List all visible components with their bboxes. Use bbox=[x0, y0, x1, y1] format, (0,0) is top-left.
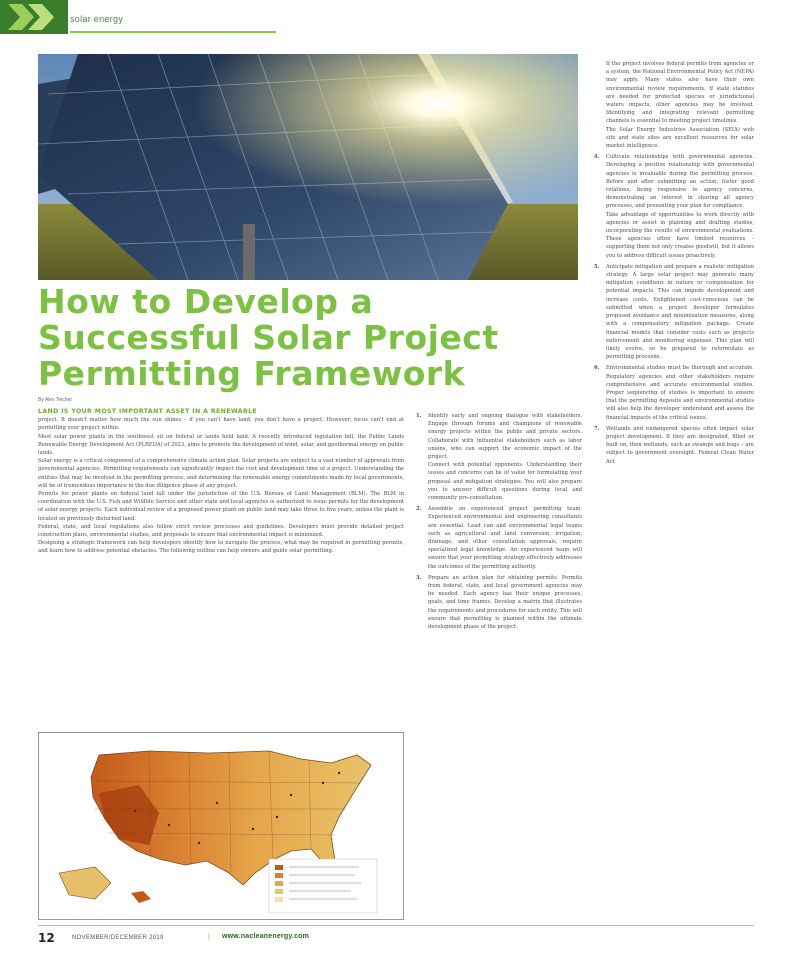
list-number: 6. bbox=[594, 365, 600, 372]
article-column-2 bbox=[416, 412, 582, 912]
section-rule bbox=[70, 31, 276, 33]
paragraph: Environmental studies must be thorough and accurate. Regulatory agencies and other stakeholders require comprehensive and accurate environmental studies. Proper sequencing of studies is important to ensure that the permitting deposits and environmental studies will also help the developer understand and assess the financial impacts of the critical issues. bbox=[606, 365, 754, 421]
byline: By Alex Teicher bbox=[38, 397, 73, 403]
paragraph: Identify early and ongoing dialogue with stakeholders. Engage through forums and champions of renewable energy projects within the public and private sectors. Collaborate with influential stakeholders such as labor unions, who can support the economic impact of the project. bbox=[428, 413, 582, 461]
hero-solar-panels-image bbox=[38, 54, 578, 280]
article-column-1 bbox=[38, 408, 404, 732]
issue-date: NOVEMBER/DECEMBER 2019 bbox=[72, 935, 164, 941]
section-label: solar energy bbox=[70, 14, 124, 24]
list-item bbox=[416, 412, 582, 502]
paragraph: project. It doesn't matter how much the sun shines – if you can't have land, you don't have a project. However, focus can't end at permitting your project within. bbox=[38, 417, 404, 432]
list-item bbox=[416, 505, 582, 571]
paragraph: Solar energy is a critical component of a comprehensive climate action plan. Solar projects are subject to a vast number of approvals from governmental agencies. Permitting requirements can significantly impact the cost and development time of a project. Understanding the entities that may be involved in the permitting process, and determining the renewable energy commitments made by local governments, will be of tremendous importance in the due diligence phase of any project. bbox=[38, 458, 404, 489]
paragraph: Wetlands and endangered species often impact solar project development. If they are designated, filled or built on, then wetlands, such as swamps and bogs – are subject to government oversight. Federal Clean Water Act bbox=[606, 425, 754, 465]
list-item bbox=[594, 60, 754, 150]
title-line: Permitting Framework bbox=[38, 354, 466, 393]
solar-resource-map-figure bbox=[38, 732, 404, 920]
list-item bbox=[594, 263, 754, 361]
paragraph: Federal, state, and local regulations also follow strict review processes and guidelines. Developers must provide detailed project construction plans, environmental studies, and proposals to ensure that environmental impact is minimized. bbox=[38, 523, 404, 539]
paragraph: Anticipate mitigation and prepare a realistic mitigation strategy. A large solar project may generate many mitigation conditions in nature or compensation for potential impacts. This can impede development and increase costs. Enlightened cost-conscious can be submitted when a project developer formulates proposed avoidance and minimization measures, along with a compensatory mitigation package. Create financial models that consider costs such as projects enforcement and monitoring expenses. This plan will likely evolve, so be prepared to reformulate as permitting proceeds. bbox=[606, 263, 754, 361]
list-number: 2. bbox=[416, 506, 422, 513]
list-number: 3. bbox=[416, 574, 422, 581]
list-item bbox=[594, 425, 754, 466]
list-number: 7. bbox=[594, 425, 600, 432]
page-number: 12 bbox=[38, 931, 55, 945]
list-item bbox=[594, 153, 754, 260]
title-line: How to Develop a bbox=[38, 282, 374, 321]
paragraph: Designing a strategic framework can help developers identify how to navigate the process, what may be required in permitting permits, and learn how to address potential obstacles. The following outline can help owners and guide solar permitting. bbox=[38, 540, 404, 555]
list-number: 4. bbox=[594, 154, 600, 161]
footer-separator: | bbox=[208, 934, 210, 941]
article-column-3 bbox=[594, 60, 754, 918]
paragraph: Permits for power plants on federal land fall under the jurisdiction of the U.S. Bureau of Land Management (BLM). The BLM in coordination with the U.S. Fish and Wildlife Service and other state and local agencies is authorized to issue permits for the development of solar energy projects. Each individual review of a proposed power plant on public land may take three to five years, unless the plant is located on previously disturbed land. bbox=[38, 491, 404, 522]
website-link[interactable]: www.nacleanenergy.com bbox=[222, 933, 310, 940]
list-number: 1. bbox=[416, 413, 422, 419]
paragraph: The Solar Energy Industries Association (SEIA) web site and state sites are excellent resources for solar market intelligence. bbox=[606, 126, 754, 150]
list-item bbox=[594, 364, 754, 421]
paragraph: If the project involves federal permits from agencies or a system, the National Environmental Policy Act (NEPA) may apply. Many states also have their own environmental review requirements. If state statutes are needed for protected species or jurisdictional waters impacts, other agencies may be involved. Identifying and integrating relevant permitting channels is essential to meeting project timelines. bbox=[606, 61, 754, 125]
paragraph: Cultivate relationships with governmental agencies. Developing a positive relationship with governmental agencies is invaluable during the permitting process. Before and after submitting an action, foster good relations, being responsive to agency concerns, demonstrating an interest in sharing all agency processes, and presenting your plan for compliance. bbox=[606, 154, 754, 210]
list-number: 5. bbox=[594, 263, 600, 270]
article-title bbox=[38, 284, 578, 392]
paragraph: Take advantage of opportunities to work directly with agencies or assist in planning and drafting studies, incorporating the results of environmental evaluations. These agencies often have limited resources – supporting them not only creates goodwill, but it allows you to address difficult issues proactively. bbox=[606, 211, 754, 259]
title-line: Successful Solar Project bbox=[38, 318, 499, 357]
list-item bbox=[416, 574, 582, 631]
double-chevron-right-icon bbox=[0, 0, 68, 34]
us-solar-map bbox=[39, 733, 404, 920]
section-chevron-banner bbox=[0, 0, 68, 34]
footer-rule bbox=[38, 925, 754, 926]
lede: LAND IS YOUR MOST IMPORTANT ASSET IN A RENEWABLE bbox=[38, 408, 258, 415]
paragraph: Assemble an experienced project permitting team. Experienced environmental and engineering consultants are essential. Lead can and environmental legal teams such as agricultural and land conversion, irrigation, drainage, and other consultation approvals, require specialized legal knowledge. An experienced team will ensure that your permitting strategy effectively addresses the outcomes of the permitting authority. bbox=[428, 506, 582, 570]
paragraph: Prepare an action plan for obtaining permits. Permits from federal, state, and local government agencies may be needed. Each agency has their unique processes, goals, and time frames. Develop a matrix that illustrates the requirements and procedures for each entity. This will ensure that permitting is planned within the ultimate development phase of the project. bbox=[428, 574, 582, 631]
paragraph: Connect with potential opponents. Understanding their issues and concerns can be of value for formulating your proposal and mitigation strategies. You will also prepare you to answer difficult questions during local and community pre-consultation. bbox=[428, 462, 582, 502]
paragraph: Most solar power plants in the southwest sit on federal or lands held land. A recently introduced legislation bill, the Public Lands Renewable Energy Development Act (PLREDA) of 2023, aims to promote the development of wind, solar, and geothermal energy on public lands. bbox=[38, 433, 404, 457]
